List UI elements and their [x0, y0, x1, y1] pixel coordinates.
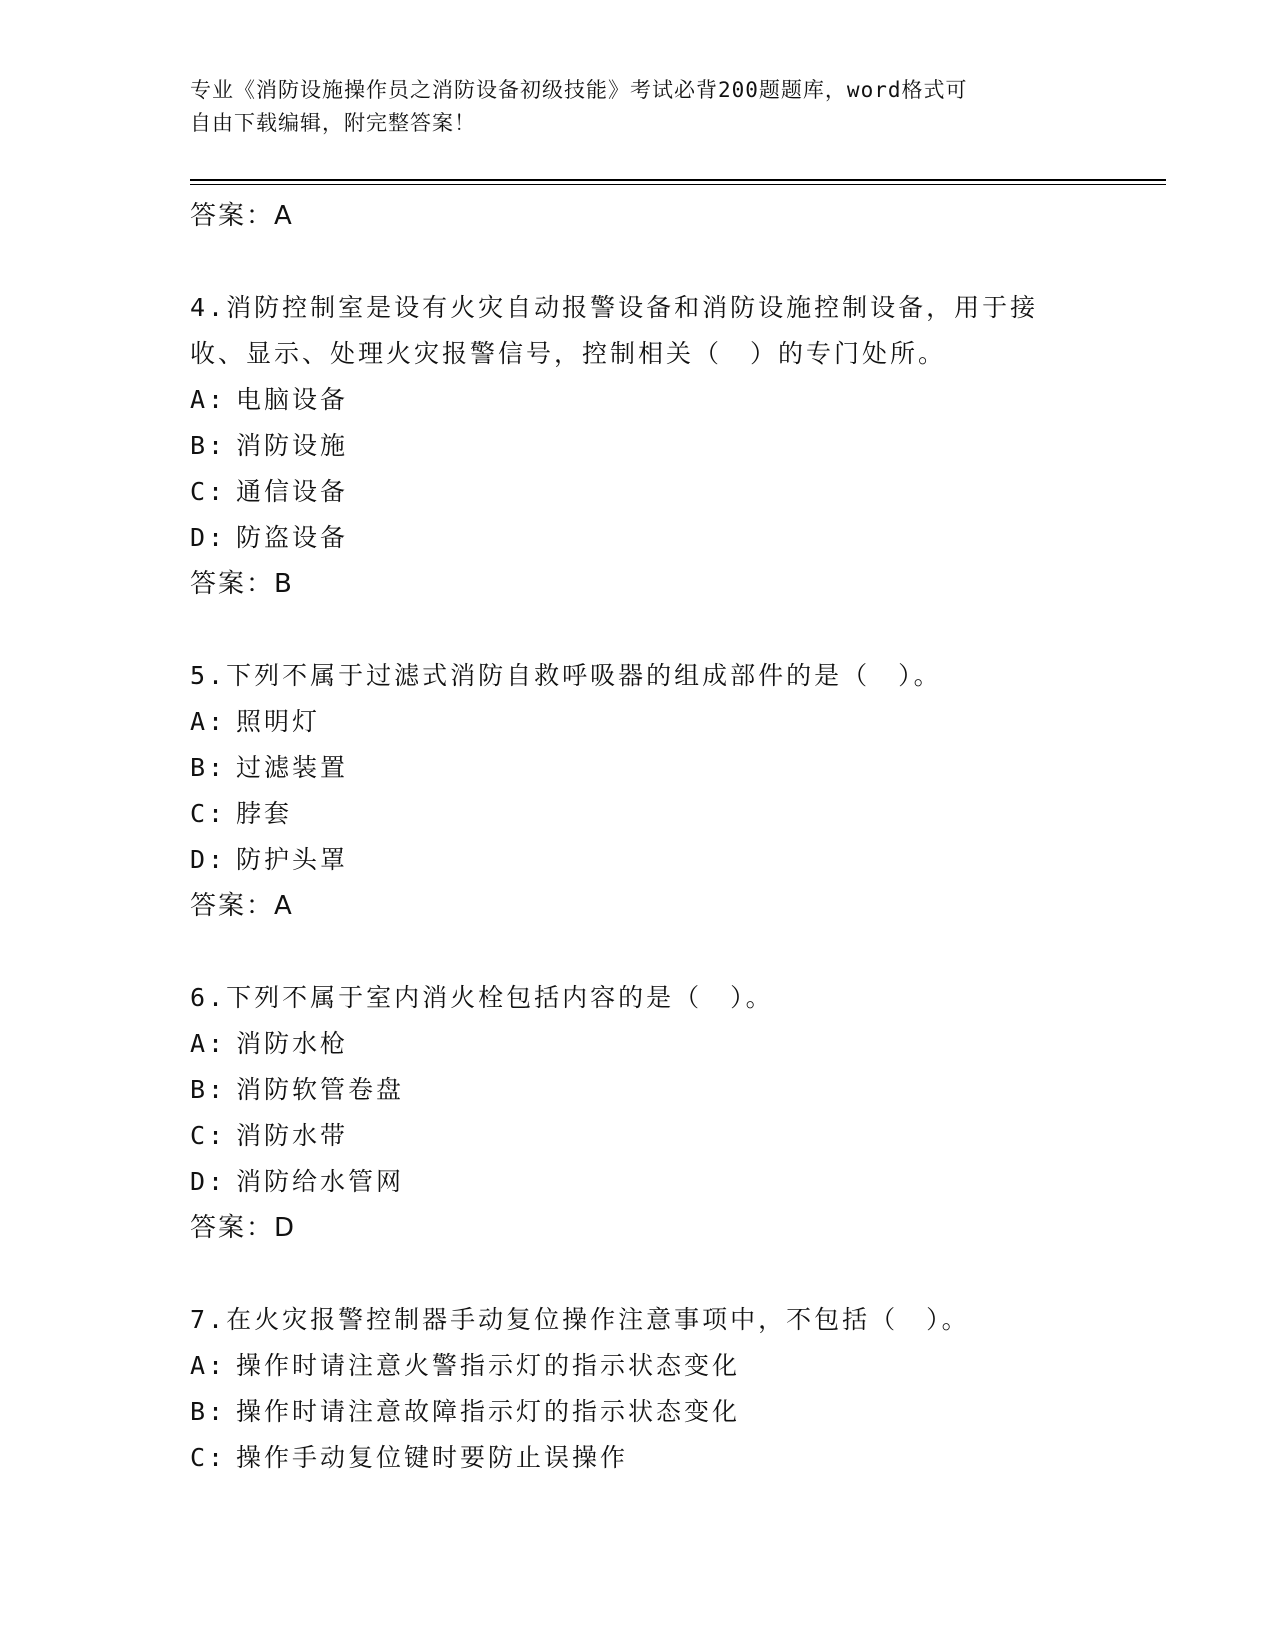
header-divider-thick — [190, 179, 1166, 181]
option-key: A: — [190, 1029, 227, 1058]
option-d — [190, 837, 1090, 883]
question-list — [190, 193, 1090, 1481]
header-title-line-2: 自由下载编辑，附完整答案！ — [190, 111, 476, 135]
answer-line: 答案：B — [190, 569, 294, 599]
option-key: B: — [190, 1075, 227, 1104]
answer-line: 答案：D — [190, 1213, 297, 1243]
spacer — [190, 929, 1090, 975]
option-a — [190, 1021, 1090, 1067]
option-text: 照明灯 — [236, 707, 321, 736]
option-text: 操作手动复位键时要防止误操作 — [236, 1443, 629, 1472]
header-title-line-1: 专业《消防设施操作员之消防设备初级技能》考试必背200题题库，word格式可 — [190, 78, 968, 102]
question-text: 4.消防控制室是设有火灾自动报警设备和消防设施控制设备，用于接 — [190, 293, 1039, 322]
option-c — [190, 791, 1090, 837]
option-b — [190, 745, 1090, 791]
option-key: C: — [190, 799, 227, 828]
option-a — [190, 377, 1090, 423]
option-c — [190, 1113, 1090, 1159]
option-key: A: — [190, 707, 227, 736]
option-key: A: — [190, 1351, 227, 1380]
question-block — [190, 653, 1090, 929]
option-key: C: — [190, 1443, 227, 1472]
option-a — [190, 699, 1090, 745]
option-c — [190, 1435, 1090, 1481]
option-text: 操作时请注意火警指示灯的指示状态变化 — [236, 1351, 741, 1380]
option-key: C: — [190, 477, 227, 506]
option-d — [190, 1159, 1090, 1205]
option-b — [190, 1067, 1090, 1113]
option-text: 防盗设备 — [236, 523, 349, 552]
option-text: 脖套 — [236, 799, 293, 828]
option-key: B: — [190, 753, 227, 782]
option-key: C: — [190, 1121, 227, 1150]
answer-line: 答案：A — [190, 201, 294, 231]
spacer — [190, 239, 1090, 285]
option-text: 消防软管卷盘 — [236, 1075, 405, 1104]
option-text: 消防给水管网 — [236, 1167, 405, 1196]
option-text: 电脑设备 — [236, 385, 349, 414]
document-header — [190, 74, 1090, 140]
option-c — [190, 469, 1090, 515]
option-key: D: — [190, 845, 227, 874]
question-block — [190, 1297, 1090, 1481]
option-b — [190, 423, 1090, 469]
header-divider-thin — [190, 184, 1166, 185]
option-text: 操作时请注意故障指示灯的指示状态变化 — [236, 1397, 741, 1426]
option-key: D: — [190, 523, 227, 552]
option-key: B: — [190, 431, 227, 460]
option-text: 消防水带 — [236, 1121, 349, 1150]
spacer — [190, 1251, 1090, 1297]
option-key: B: — [190, 1397, 227, 1426]
option-d — [190, 515, 1090, 561]
option-b — [190, 1389, 1090, 1435]
question-text: 5.下列不属于过滤式消防自救呼吸器的组成部件的是（ ）。 — [190, 661, 942, 690]
option-key: D: — [190, 1167, 227, 1196]
question-block — [190, 975, 1090, 1251]
option-text: 消防设施 — [236, 431, 349, 460]
question-block — [190, 285, 1090, 607]
spacer — [190, 607, 1090, 653]
question-text: 7.在火灾报警控制器手动复位操作注意事项中，不包括（ ）。 — [190, 1305, 970, 1334]
option-text: 通信设备 — [236, 477, 349, 506]
question-text: 6.下列不属于室内消火栓包括内容的是（ ）。 — [190, 983, 774, 1012]
option-text: 防护头罩 — [236, 845, 349, 874]
question-text: 收、显示、处理火灾报警信号，控制相关（ ）的专门处所。 — [190, 339, 947, 368]
option-text: 过滤装置 — [236, 753, 349, 782]
option-a — [190, 1343, 1090, 1389]
option-text: 消防水枪 — [236, 1029, 349, 1058]
answer-line: 答案：A — [190, 891, 294, 921]
option-key: A: — [190, 385, 227, 414]
